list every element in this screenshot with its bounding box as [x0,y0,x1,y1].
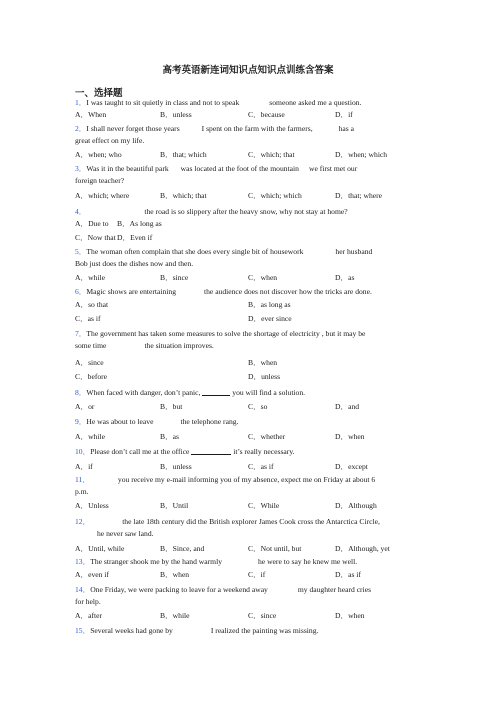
option-d[interactable]: D．except [335,462,368,471]
question-1: 1．I was taught to sit quietly in class and not to speak someone asked me a question. [75,98,362,107]
option-a[interactable]: A．even if [75,570,109,579]
option-b[interactable]: B．while [160,611,190,620]
question-4: 4． the road is so slippery after the heavy snow, why not stay at home? [75,207,348,216]
option-c[interactable]: C．before [75,372,108,381]
option-d[interactable]: D．Even if [117,233,153,242]
question-9: 9．He was about to leave the telephone rang. [75,417,239,426]
option-d[interactable]: D．that; where [335,191,383,200]
option-b[interactable]: B．As long as [117,219,162,228]
option-c[interactable]: C．as if [75,314,101,323]
option-b[interactable]: B．which; that [160,191,207,200]
option-d[interactable]: D．when [335,611,365,620]
answer-blank [191,446,231,455]
question-13: 13．The stranger shook me by the hand warmly he were to say he knew me well. [75,557,358,566]
option-b[interactable]: B．unless [160,462,192,471]
question-10: 10．Please don’t call me at the office it’s really necessary. [75,447,295,456]
options-5 [75,272,425,284]
option-a[interactable]: A．if [75,462,93,471]
option-d[interactable]: D．Although [335,501,377,510]
options-1 [75,109,425,121]
option-c[interactable]: C．While [248,501,280,510]
question-5: 5．The woman often complain that she does every single bit of housework her husband Bob just does the dishes now and then. [75,247,373,268]
option-b[interactable]: B．that; which [160,150,207,159]
options-6 [75,299,425,311]
option-a[interactable]: A．which; where [75,191,130,200]
option-b[interactable]: B．when [248,358,278,367]
options-11 [75,500,425,512]
option-a[interactable]: A．or [75,402,95,411]
question-3: 3．Was it in the beautiful park was located at the foot of the mountain we first met our foreign teacher? [75,164,358,185]
question-11: 11． you receive my e-mail informing you of my absence, expect me on Friday at about 6 p.m. [75,475,376,496]
option-c[interactable]: C．which; that [248,150,295,159]
option-d[interactable]: D．if [335,110,353,119]
question-14: 14．One Friday, we were packing to leave for a weekend away my daughter heard cries for help. [75,585,372,606]
option-d[interactable]: D．ever since [248,314,292,323]
option-a[interactable]: A．so that [75,300,109,309]
options-2 [75,149,425,161]
option-b[interactable]: B．when [160,570,190,579]
question-8: 8．When faced with danger, don’t panic, you will find a solution. [75,388,306,397]
option-b[interactable]: B．Until [160,501,189,510]
options-7 [75,357,425,369]
section-heading: 一、选择题 [75,89,123,99]
option-c[interactable]: C．because [248,110,285,119]
options-14 [75,610,425,622]
option-b[interactable]: B．as [160,432,179,441]
option-d[interactable]: D．as [335,273,355,282]
option-d[interactable]: D．when; which [335,150,388,159]
option-c[interactable]: C．whether [248,432,286,441]
options-8 [75,401,425,413]
option-d[interactable]: D．Although, yet [335,544,390,553]
option-a[interactable]: A．Due to [75,219,109,228]
option-c[interactable]: C．as if [248,462,274,471]
option-c[interactable]: C．if [248,570,266,579]
option-c[interactable]: C．which; which [248,191,302,200]
options-12 [75,543,425,555]
option-c[interactable]: C．since [248,611,277,620]
option-a[interactable]: A．while [75,432,105,441]
options-4-row-2 [75,232,425,244]
option-d[interactable]: D．as if [335,570,361,579]
option-b[interactable]: B．since [160,273,189,282]
options-13 [75,569,425,581]
option-d[interactable]: D．when [335,432,365,441]
option-c[interactable]: C．when [248,273,278,282]
option-b[interactable]: B．Since, and [160,544,205,553]
options-6-row-2 [75,313,425,325]
option-a[interactable]: A．after [75,611,102,620]
options-4 [75,218,425,230]
option-a[interactable]: A．when; who [75,150,122,159]
answer-blank [202,387,230,396]
options-9 [75,431,425,443]
question-7: 7．The government has taken some measures to solve the shortage of electricity , but it may be some time the situation improves. [75,329,366,350]
option-b[interactable]: B．but [160,402,183,411]
option-c[interactable]: C．so [248,402,268,411]
question-6: 6．Magic shows are entertaining the audience does not discover how the tricks are done. [75,287,372,296]
option-d[interactable]: D．unless [248,372,281,381]
options-10 [75,461,425,473]
options-3 [75,190,425,202]
document-title: 高考英语新连词知识点知识点训练含答案 [162,66,334,76]
question-12: 12． the late 18th century did the British explorer James Cook cross the Antarctica Circle, he never saw land. [75,517,380,538]
options-7-row-2 [75,371,425,383]
question-2: 2．I shall never forget those years I spent on the farm with the farmers, has a great effect on my life. [75,124,354,145]
option-a[interactable]: A．When [75,110,107,119]
question-15: 15．Several weeks had gone by I realized the painting was missing. [75,626,319,635]
question-number: 1． [75,98,87,107]
option-a[interactable]: A．Until, while [75,544,125,553]
option-a[interactable]: A．Unless [75,501,109,510]
option-c[interactable]: C．Not until, but [248,544,302,553]
option-c[interactable]: C．Now that [75,233,116,242]
option-a[interactable]: A．since [75,358,104,367]
option-d[interactable]: D．and [335,402,360,411]
option-b[interactable]: B．unless [160,110,192,119]
option-b[interactable]: B．as long as [248,300,291,309]
option-a[interactable]: A．while [75,273,105,282]
